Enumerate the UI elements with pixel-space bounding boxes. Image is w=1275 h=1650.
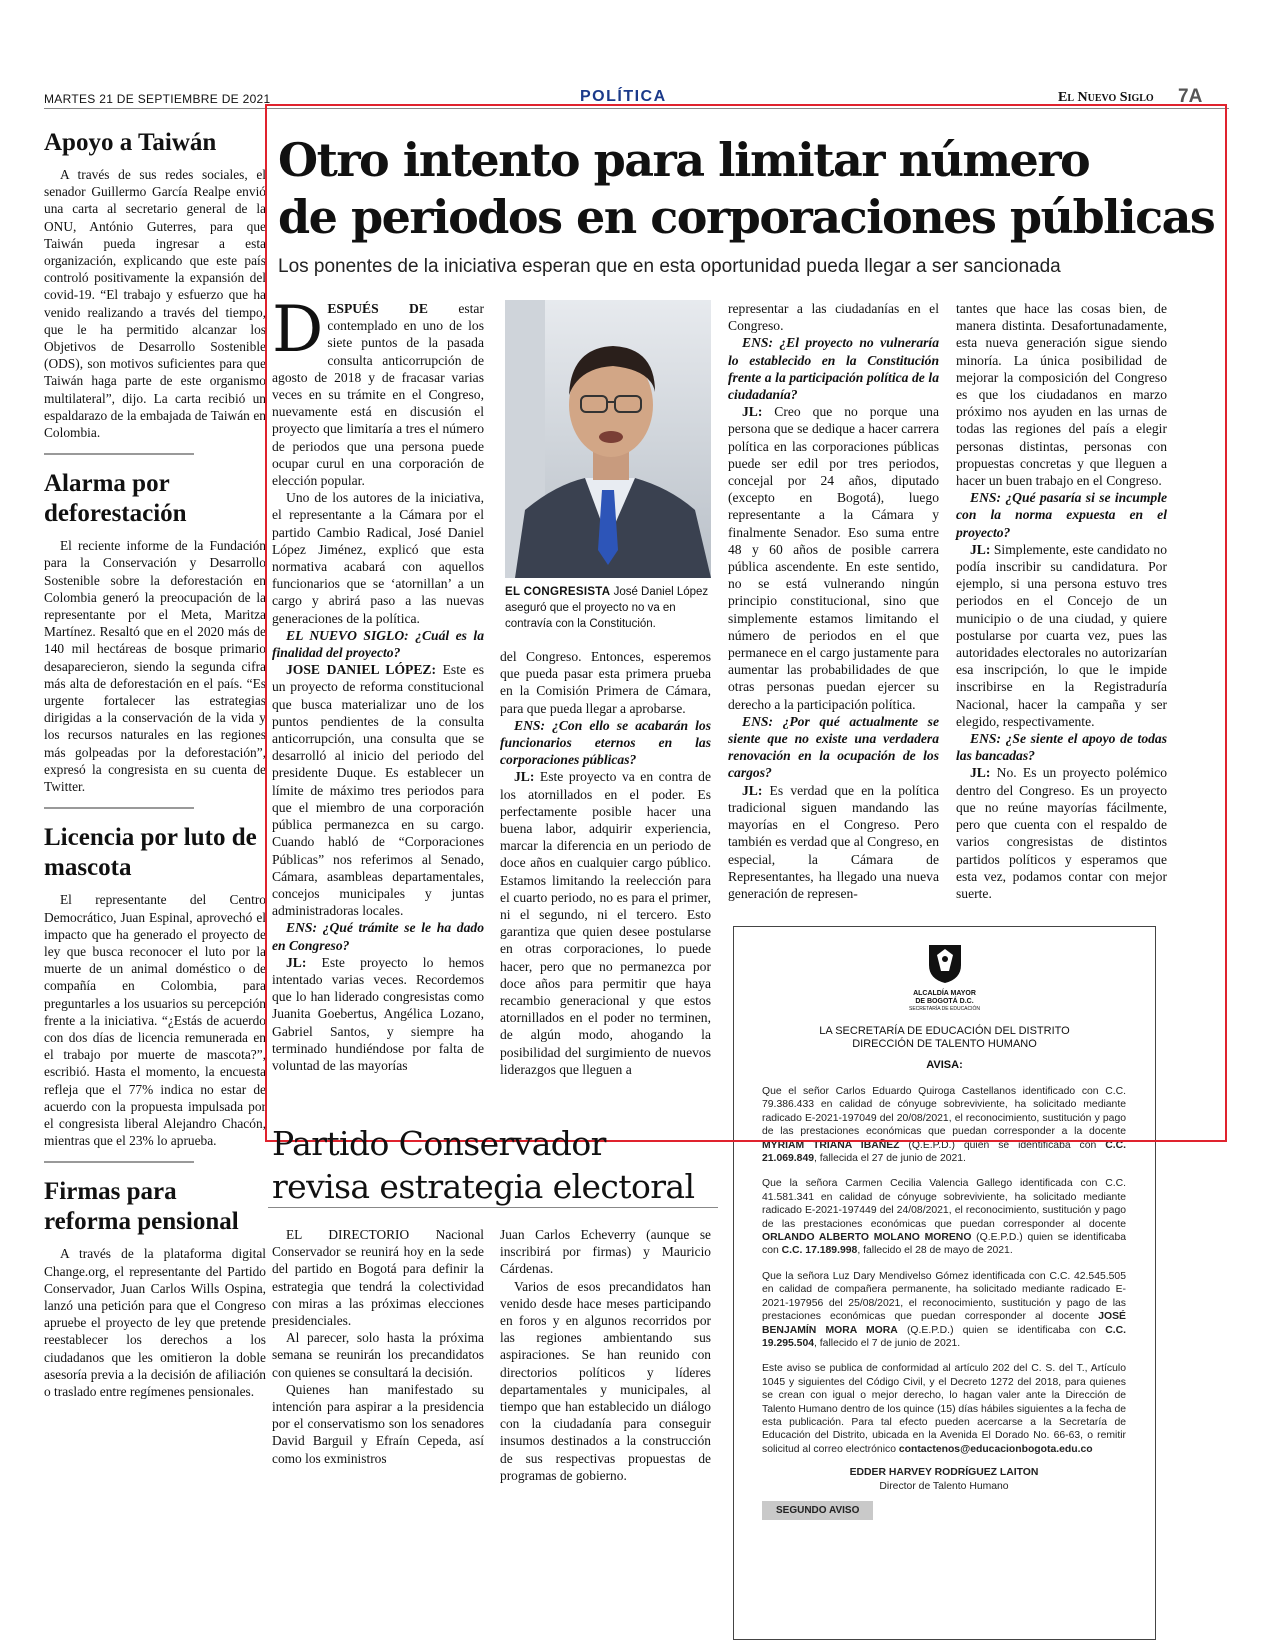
paragraph: del Congreso. Entonces, esperemos que pueda pasar esta primera prueba en la Comisión Primera de Cámara, para que pueda llegar a aprobarse. [500, 649, 711, 716]
notice-paragraph [762, 1362, 1126, 1456]
divider [268, 1207, 718, 1208]
caption-text: José Daniel López aseguró que el proyecto no va en contravía con la Constitución. [505, 586, 709, 630]
notice-paragraph [762, 1270, 1126, 1350]
brief-body: El representante del Centro Democrático, Juan Espinal, aprovechó el impacto que ha generado el proyecto de ley que busca reconocer el luto por la muerte de un animal doméstico o de compañía en Colombia, para preguntarles a los usuarios su percepción frente a la iniciativa. “¿Estás de acuerdo con dos días de licencia remunerada en el trabajo por muerte de mascota?”, escribió. Hasta el momento, la encuesta refleja que el 77% indica no estar de acuerdo con la propuesta impulsada por el congresista liberal Alejandro Chacón, mientras que el 23% lo aprueba. [44, 892, 266, 1149]
drop-cap: D [272, 293, 324, 367]
brief-body: A través de sus redes sociales, el senador Guillermo García Realpe envió una carta al secretario general de la ONU, António Guterres, para que Taiwán pueda ingresar a esta organización, explicando que este país controló positivamente la expansión del covid-19. “El trabajo y esfuerzo que ha venido realizando a través del tiempo, que le ha permitido alcanzar los Objetivos de Desarrollo Sostenible (ODS), son motivos suficientes para que Taiwán haga parte de este organismo multilateral”, dijo. La carta recibió un espaldarazo de la embajada de Taiwán en Colombia. [44, 167, 266, 441]
paragraph: Varios de esos precandidatos han venido desde hace meses participando en foros y en algunos recorridos por las regiones ambientando sus aspiraciones. Se han reunido con directorios políticos y líderes departamentales y municipales, al tiempo que han establecido un diálogo con la ciudadanía para conseguir insumos destinados a la construcción de sus respectivas propuestas de programas de gobierno. [500, 1278, 711, 1483]
notice-body [762, 1085, 1126, 1520]
notice-dept: DIRECCIÓN DE TALENTO HUMANO [852, 1038, 1037, 1050]
divider [44, 1161, 194, 1163]
answer-label: JL: [970, 765, 991, 781]
notice-text: Que el señor Carlos Eduardo Quiroga Castellanos identificado con C.C. 79.386.433 en calidad de cónyuge sobreviviente, ha solicitado mediante radicado E-2021-197049 del 20/08/2021, el reconocimiento, sustitución y pago de las prestaciones económicas que puedan corresponder a la docente [762, 1086, 1126, 1138]
notice-text: Que la señora Luz Dary Mendivelso Gómez identificada con C.C. 42.545.505 en calidad de compañera permanente, ha solicitado mediante radicado E-2021-197956 del 25/08/2021, el reconocimiento, sustitución y pago de las prestaciones económicas que puedan corresponder al docente [762, 1270, 1126, 1323]
question: ENS: ¿Qué pasaría si se incumple con la norma expuesta en el proyecto? [956, 490, 1167, 540]
notice-text: Que la señora Carmen Cecilia Valencia Gallego identificada con C.C. 41.581.341 en calidad de cónyuge sobreviviente, ha solicitado mediante radicado E-2021-197449 del 24/08/2021, el reconocimiento, sustitución y pago de las prestaciones económicas que puedan corresponder al docente [762, 1178, 1126, 1230]
seal-line: DE BOGOTÁ D.C. [915, 998, 974, 1005]
answer: Este proyecto va en contra de los atornillados en el poder. Es perfectamente posible hacer una buena labor, adquirir experiencia, marcar la diferencia en un periodo de doce años en cualquier cargo público. Estamos limitando la reelección para el cuarto periodo, no es para el primer, ni el segundo, ni el tercero. Esto garantiza que quien desee postularse en otras corporaciones, lo puede hacer, pero que no permanezca por doce años para permitir que haya recambio generacional y que estos atornillados en el poder no terminen, de algún modo, ahogando la posibilidad del surgimiento de nuevos liderazgos que lleguen a [500, 769, 711, 1077]
paragraph: tantes que hace las cosas bien, de manera distinta. Desafortunadamente, esta nueva generación sigue siendo minoría. La única posibilidad de mejorar la composición del Congreso es que los ciudadanos en marzo próximo nos ayuden en las urnas de todas las regiones del país a elegir personas distintas, personas con propuestas concretas y que lleguen a hacer un buen trabajo en el Congreso. [956, 301, 1167, 489]
seal-line: ALCALDÍA MAYOR [913, 990, 976, 997]
paragraph: EL DIRECTORIO Nacional Conservador se reunirá hoy en la sede del partido en Bogotá para definir la estrategia que tendrá la colectividad con miras a las próximas elecciones presidenciales. [272, 1227, 484, 1329]
notice-id: C.C. 17.189.998 [781, 1245, 858, 1257]
divider [44, 453, 194, 455]
question: ENS: ¿El proyecto no vulneraría lo establecido en la Constitución frente a la participación política de la ciudadanía? [728, 335, 939, 403]
story2-column-2 [500, 1226, 711, 1484]
answer: Creo que no porque una persona que se dedique a hacer carrera política en las corporaciones públicas puede ser edil por tres periodos, concejal por 24 años, diputado (excepto en Bogotá), luego representante a la Cámara y finalmente Senador. Eso suma entre 48 y 60 años de posible carrera pública ascendente. En este sentido, no se está vulnerando ningún principio constitucional, sino que simplemente estamos limitando el número de periodos en el que permanece en el cargo justamente para aumentar las probabilidades de que otras personas puedan ejercer su derecho a la participación política. [728, 404, 939, 712]
section-title: POLÍTICA [580, 88, 667, 105]
answer: Este proyecto lo hemos intentado varias veces. Recordemos que lo han liderado congresistas como Juanita Goebertus, Angélica Lozano, Gabriel Santos, y siempre ha terminado hundiéndose por falta de voluntad de las mayorías [272, 954, 484, 1073]
notice-name: ORLANDO ALBERTO MOLANO MORENO [762, 1232, 972, 1244]
lead-in: ESPUÉS DE [327, 301, 428, 316]
notice-text: (Q.E.P.D.) quien se identificaba con [897, 1324, 1106, 1336]
notice-text: , fallecida el 27 de junio de 2021. [814, 1153, 966, 1165]
headline-line: de periodos en corporaciones públicas [278, 190, 1215, 244]
notice-text: , fallecido el 7 de junio de 2021. [814, 1337, 961, 1349]
story2-column-1 [272, 1226, 484, 1467]
notice-signature [762, 1466, 1126, 1493]
brief-title: Licencia por luto de mascota [44, 824, 257, 882]
signer-title: Director de Talento Humano [879, 1480, 1009, 1492]
answer: Es verdad que en la política tradicional siguen mandando las mayorías en el Congreso. Pero también es verdad que al Congreso, en especial, la Cámara de Representantes, ha llegado una nueva generación de represen- [728, 782, 939, 901]
caption-label: EL CONGRESISTA [505, 586, 611, 598]
answer: No. Es un proyecto polémico dentro del Congreso. Es un proyecto que no reúne mayorías fácilmente, pero que cuenta con el respaldo de varios congresistas de distintos partidos políticos y esperamos que esta vez, podamos contar con mejor suerte. [956, 765, 1167, 901]
highlight-frame [265, 104, 1227, 1142]
notice-org: LA SECRETARÍA DE EDUCACIÓN DEL DISTRITO [819, 1025, 1070, 1037]
answer-label: JL: [286, 954, 307, 970]
brief [44, 1177, 266, 1400]
paragraph: Uno de los autores de la iniciativa, el representante a la Cámara por el partido Cambio Radical, José Daniel López Jiménez, explicó que esta normativa acabará con aquellos funcionarios que se ‘atornillan’ a un cargo y abrirá paso a las nuevas generaciones de la política. [272, 490, 484, 626]
issue-date: MARTES 21 DE SEPTIEMBRE DE 2021 [44, 92, 271, 106]
paragraph: Al parecer, solo hasta la próxima semana se reunirán los precandidatos con quienes se consultará la decisión. [272, 1330, 484, 1380]
signer-name: EDDER HARVEY RODRÍGUEZ LAITON [849, 1467, 1039, 1479]
answer: Simplemente, este candidato no podía inscribir su candidatura. Por ejemplo, si una persona estuvo tres periodos en el Concejo de un municipio o de una ciudad, y quiere postularse por cuarta vez, pues las autoridades electorales no autorizarían esa inscripción, lo que le impide inscribirse en la Registraduría Nacional, hacer la campaña y ser elegido, respectivamente. [956, 541, 1167, 729]
notice-text: Este aviso se publica de conformidad al artículo 202 del C. S. del T., Artículo 1045 y siguientes del Código Civil, y el Decreto 1272 del 2018, para quienes se crean con igual o mejor derecho, lo hagan valer ante la Dirección de Talento Humano dentro de los quince (15) días hábiles siguientes a la fecha de esta publicación. Para tal efecto pueden acercarse a la Secretaría de Educación del Distrito, ubicada en la Avenida El Dorado No. 66-63, o remitir solicitud al correo electrónico [762, 1363, 1126, 1455]
seal-line: SECRETARÍA DE EDUCACIÓN [908, 1006, 981, 1012]
question: ENS: ¿Con ello se acabarán los funcionarios eternos en las corporaciones públicas? [500, 717, 711, 768]
notice-aviso: AVISA: [926, 1059, 963, 1071]
brief-body: A través de la plataforma digital Change.org, el representante del Partido Conservador, Juan Carlos Wills Ospina, lanzó una petición para que el Congreso apruebe el proyecto de ley que pretende reestablecer los derechos a los ciudadanos que les omitieron la doble asesoría previa a la decisión de afiliación o traslado entre regímenes pensionales. [44, 1246, 266, 1399]
answer-label: JL: [970, 541, 991, 557]
story2-headline [272, 1122, 712, 1208]
answer-label: JL: [514, 769, 535, 785]
brief-title: Alarma por deforestación [44, 470, 187, 528]
answer-label: JL: [742, 782, 763, 798]
notice-paragraph [762, 1177, 1126, 1257]
notice-badge: SEGUNDO AVISO [762, 1501, 873, 1520]
question: EL NUEVO SIGLO: ¿Cuál es la finalidad del proyecto? [272, 627, 484, 661]
notice-id: C.C. 21.069.849 [762, 1139, 1126, 1165]
divider [44, 807, 194, 809]
paragraph: Juan Carlos Echeverry (aunque se inscribirá por firmas) y Mauricio Cárdenas. [500, 1227, 711, 1277]
notice-text: (Q.E.P.D.) quien se identificaba con [899, 1139, 1106, 1151]
question: ENS: ¿Se siente el apoyo de todas las bancadas? [956, 731, 1167, 764]
brief [44, 823, 266, 1149]
briefs-column [44, 128, 266, 1400]
notice-name: MYRIAM TRIANA IBAÑEZ [762, 1139, 900, 1151]
paragraph: representar a las ciudadanías en el Congreso. [728, 301, 939, 334]
brief-title: Apoyo a Taiwán [44, 129, 217, 156]
page-number: 7A [1178, 86, 1203, 107]
question: ENS: ¿Por qué actualmente se siente que no existe una verdadera renovación en la ocupación de los cargos? [728, 713, 939, 781]
brief-body: El reciente informe de la Fundación para la Conservación y Desarrollo Sostenible sobre la deforestación en Colombia generó la preocupación de la representante por el Meta, Maritza Martínez. Resaltó que en el 2020 más de 140 mil hectáreas de bosque primario desaparecieron, siendo la segunda cifra más alta de deforestación en el país. “Es urgente fortalecer las estrategias dirigidas a la conservación de la vida y los recursos naturales en las regiones más golpeadas por la deforestación”, expresó la congresista en su cuenta de Twitter. [44, 538, 266, 795]
brief [44, 469, 266, 795]
answer: Este es un proyecto de reforma constitucional que busca materializar uno de los puntos pendientes de la consulta anticorrupción, una consulta que se desarrolló al inicio del periodo del presidente Duque. Es establecer un límite de máximo tres periodos para que el miembro de una corporación pública permanezca en su cargo. Cuando habló de “Corporaciones Públicas” nos referimos al Senado, Cámara, asambleas departamentales, concejos municipales y juntas administradoras locales. [272, 662, 484, 919]
notice-text: (Q.E.P.D.) quien se identificaba con [762, 1232, 1127, 1257]
brief-title: Firmas para reforma pensional [44, 1178, 239, 1236]
headline-line: Partido Conservador [272, 1124, 606, 1163]
notice-name: JOSÉ BENJAMÍN MORA MORA [762, 1311, 1126, 1336]
answer-label: JL: [742, 404, 763, 420]
notice-email: contactenos@educacionbogota.edu.co [898, 1443, 1093, 1455]
brief [44, 128, 266, 441]
headline-line: Otro intento para limitar número [278, 133, 1090, 187]
question: ENS: ¿Qué trámite se le ha dado en Congreso? [272, 920, 484, 953]
main-subhead: Los ponentes de la iniciativa esperan que en esta oportunidad pueda llegar a ser sancionada [278, 256, 1061, 277]
newspaper-name: El Nuevo Siglo [1058, 90, 1154, 105]
paragraph: estar contemplado en uno de los siete puntos de la pasada consulta anticorrupción de agosto de 2018 y de fracasar varias veces en su trámite en el Congreso, nuevamente está en discusión el proyecto que limitaría a tres el número de periodos que una persona puede ocupar curul en una corporación de elección popular. [272, 301, 484, 489]
paragraph: Quienes han manifestado su intención para aspirar a la presidencia por el conservatismo son los senadores David Barguil y Efraín Cepeda, así como los exministros [272, 1381, 484, 1466]
answer-label: JOSE DANIEL LÓPEZ: [286, 662, 436, 678]
notice-text: , fallecido el 28 de mayo de 2021. [857, 1245, 1013, 1257]
notice-id: C.C. 19.295.504 [762, 1324, 1126, 1349]
headline-line: revisa estrategia electoral [272, 1167, 695, 1206]
